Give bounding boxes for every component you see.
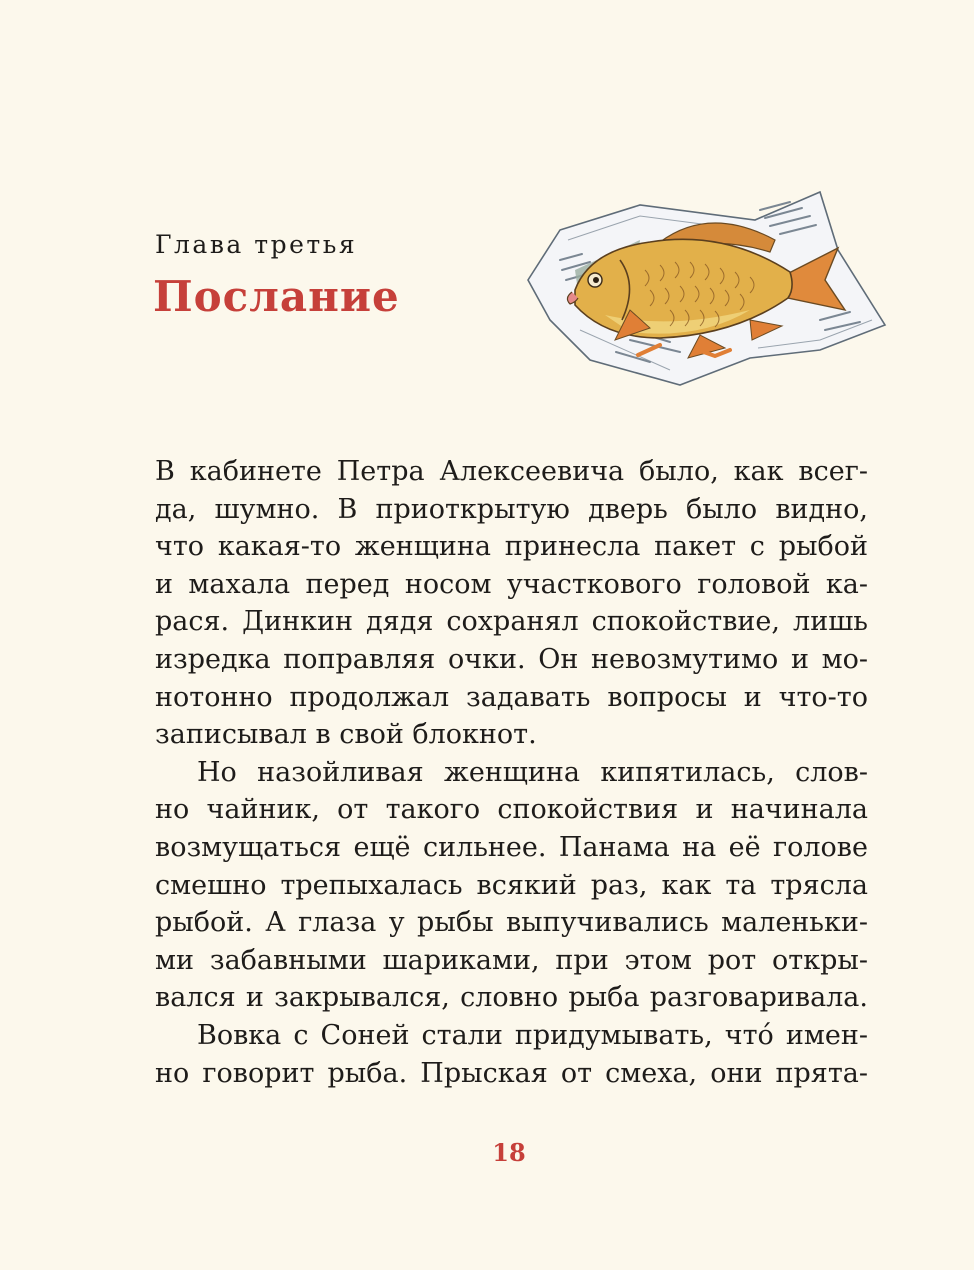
text-line: рася. Динкин дядя сохранял спокойствие, лишь	[155, 606, 868, 638]
text-line: но чайник, от такого спокойствия и начинала	[155, 794, 868, 826]
text-line: смешно трепыхалась всякий раз, как та трясла	[155, 869, 868, 901]
paragraph-3	[155, 1017, 868, 1092]
text-line: изредка поправляя очки. Он невозмутимо и мо-	[155, 643, 868, 675]
chapter-label: Глава третья	[155, 230, 358, 259]
fish-on-newspaper-icon	[520, 180, 895, 395]
text-line: и махала перед носом участкового головой ка-	[155, 568, 868, 600]
text-line: рыбой. А глаза у рыбы выпучивались маленьки-	[155, 907, 868, 939]
text-line: записывал в свой блокнот.	[155, 719, 537, 751]
text-line: возмущаться ещё сильнее. Панама на её голове	[155, 831, 868, 863]
text-line: нотонно продолжал задавать вопросы и что-то	[155, 681, 868, 713]
text-line: ми забавными шариками, при этом рот откры-	[155, 944, 868, 976]
text-line: В кабинете Петра Алексеевича было, как всег-	[155, 456, 868, 487]
text-line: да, шумно. В приоткрытую дверь было видно,	[155, 493, 868, 525]
text-line: вался и закрывался, словно рыба разговаривала.	[155, 982, 868, 1014]
text-line: Но назойливая женщина кипятилась, слов-	[197, 756, 868, 788]
text-line: Вовка с Соней стали придумывать, чтó имен-	[197, 1019, 868, 1051]
text-line: что какая-то женщина принесла пакет с рыбой	[155, 531, 868, 563]
page-number: 18	[492, 1138, 526, 1167]
paragraph-2	[155, 754, 868, 1017]
body-text	[155, 453, 868, 1092]
chapter-title: Послание	[153, 272, 400, 321]
paragraph-1	[155, 453, 868, 754]
text-line: но говорит рыба. Прыская от смеха, они прята-	[155, 1057, 868, 1089]
